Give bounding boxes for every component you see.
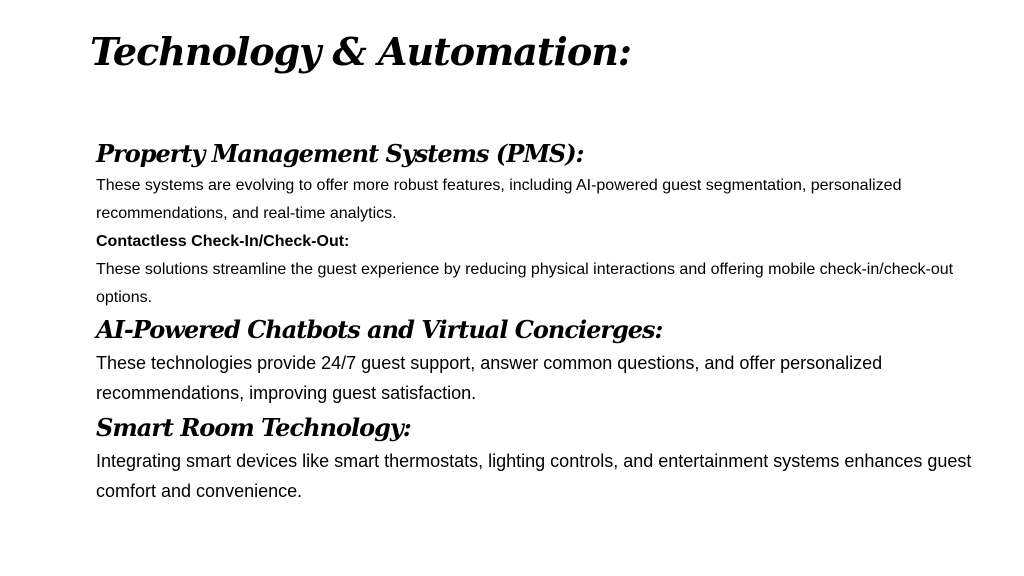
pms-text: These systems are evolving to offer more robust features, including AI-powered guest segmentation, personalized recommendations, and real-time analytics. xyxy=(96,177,902,222)
contactless-heading: Contactless Check-In/Check-Out: xyxy=(96,233,350,250)
slide-title: Technology & Automation: xyxy=(90,29,631,74)
slide-content xyxy=(96,136,976,506)
chatbots-heading: AI-Powered Chatbots and Virtual Concierges: xyxy=(96,315,663,344)
smart-room-heading: Smart Room Technology: xyxy=(96,413,411,442)
contactless-text: These solutions streamline the guest experience by reducing physical interactions and offering mobile check-in/check-out options. xyxy=(96,261,954,306)
chatbots-text: These technologies provide 24/7 guest support, answer common questions, and offer personalized recommendations, improving guest satisfaction. xyxy=(96,353,883,403)
pms-heading: Property Management Systems (PMS): xyxy=(96,139,584,168)
smart-room-text: Integrating smart devices like smart thermostats, lighting controls, and entertainment systems enhances guest comfort and convenience. xyxy=(96,451,972,501)
